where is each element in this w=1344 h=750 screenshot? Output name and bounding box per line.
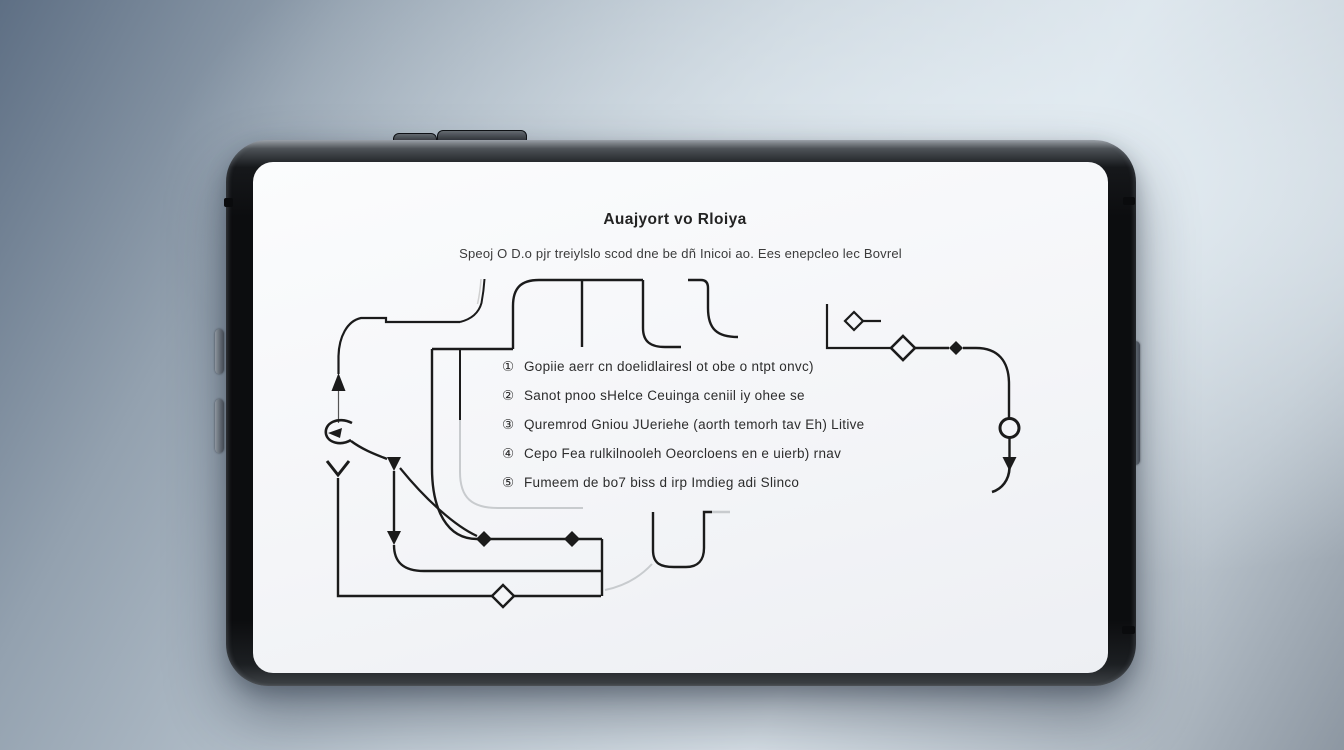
list-item-text: Cepo Fea rulkilnooleh Oeorcloens en e uierb) rnav [524, 446, 842, 461]
list-item-number: ② [502, 388, 515, 403]
diagram-title: Auajyort vo Rloiya [603, 211, 747, 228]
list-item-number: ⑤ [502, 475, 515, 490]
right-bezel-seam-bottom [1122, 626, 1135, 634]
right-bezel-seam-top [1123, 197, 1135, 205]
left-volume-down-button [215, 399, 224, 453]
numbered-list [502, 359, 865, 504]
list-item-number: ③ [502, 417, 515, 432]
list-item [502, 475, 865, 504]
list-item-text: Quremrod Gniou JUeriehe (aorth temorh tav Eh) Litive [524, 417, 865, 432]
diagram-subtitle: Speoj O D.o pjr treiylslo scod dne be dñ Inicoi ao. Ees enepcleo lec Bovrel [459, 246, 902, 261]
left-volume-up-button [215, 329, 224, 374]
list-item-text: Fumeem de bo7 biss d irp Imdieg adi Slinco [524, 475, 800, 490]
left-bezel-seam [224, 198, 233, 207]
list-item [502, 446, 865, 475]
list-item [502, 417, 865, 446]
list-item-text: Sanot pnoo sHelce Ceuinga ceniil iy ohee se [524, 388, 805, 403]
list-item-number: ④ [502, 446, 515, 461]
list-item-text: Gopiie aerr cn doelidlairesl ot obe o ntpt onvc) [524, 359, 814, 374]
list-item-number: ① [502, 359, 515, 374]
list-item [502, 359, 865, 388]
list-item [502, 388, 865, 417]
